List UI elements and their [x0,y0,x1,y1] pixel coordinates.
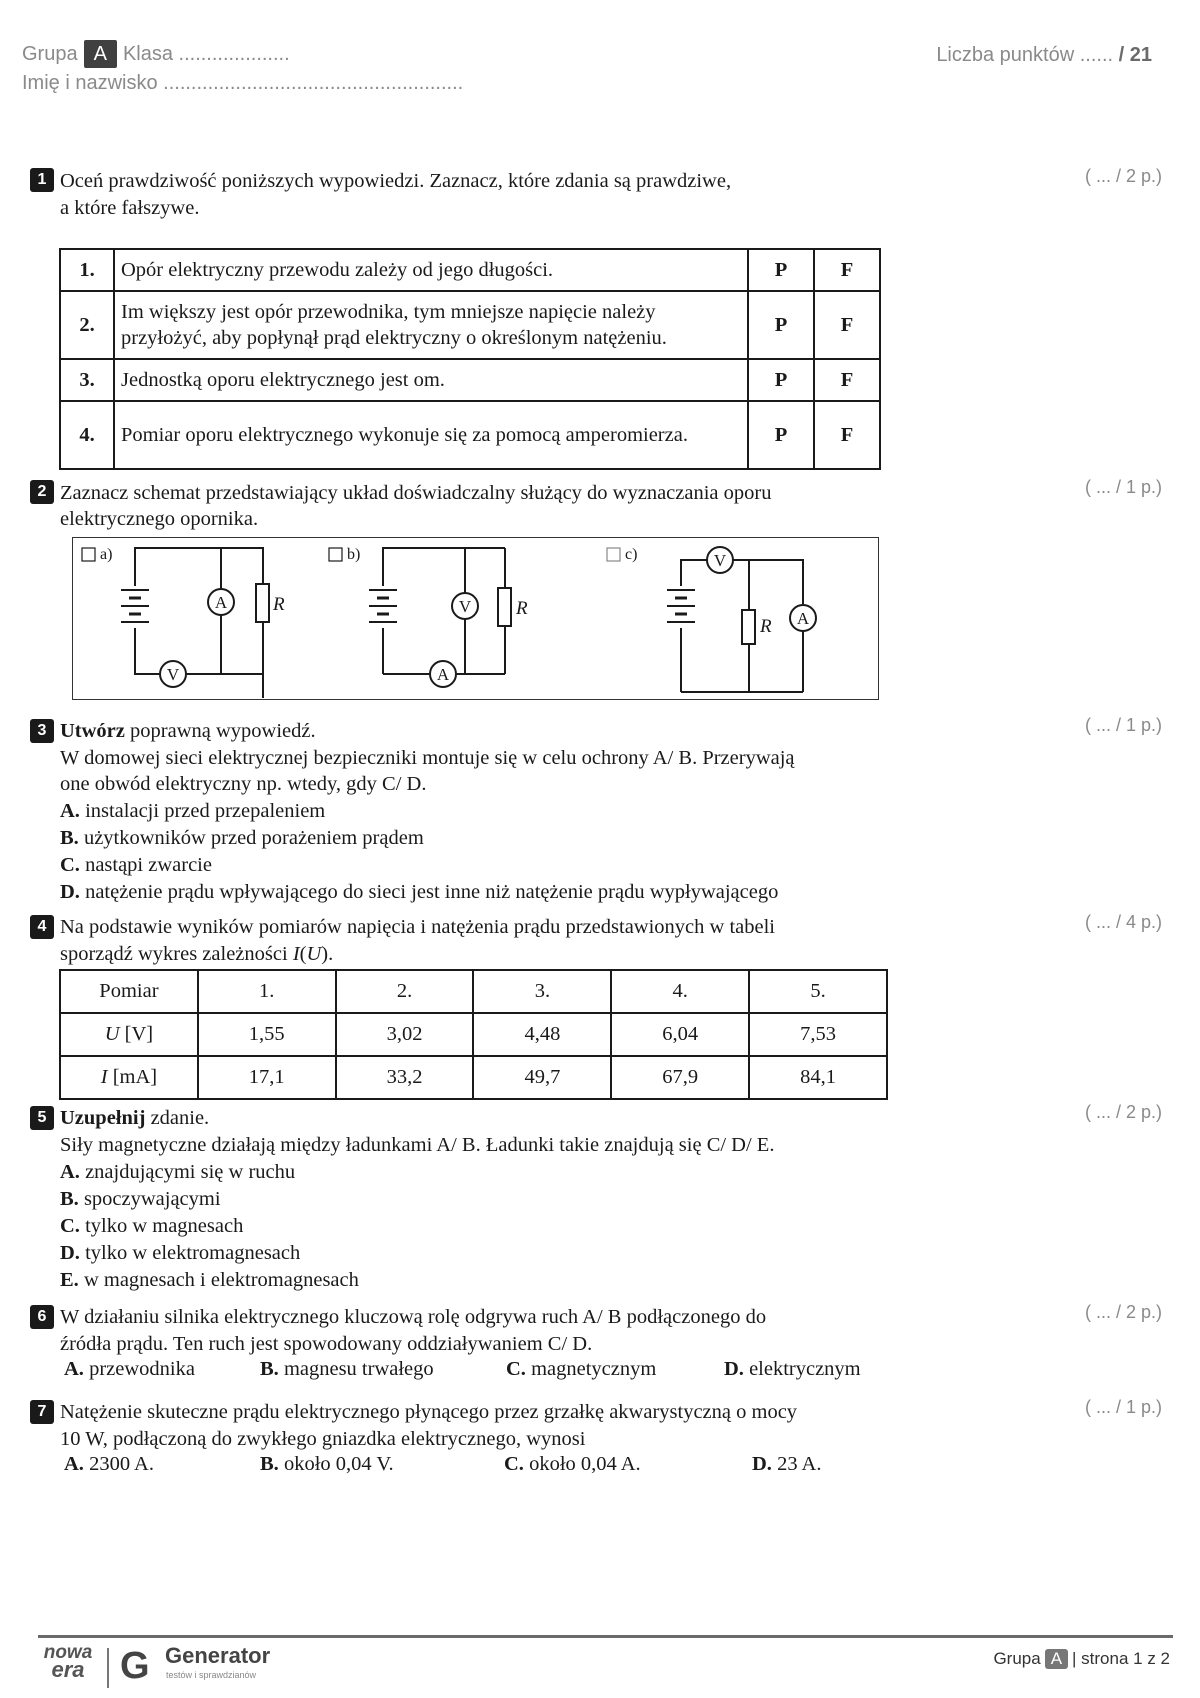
question-7-text-line2: 10 W, podłączoną do zwykłego gniazdka elektrycznego, wynosi [60,1428,586,1450]
option-text: tylko w magnesach [79,1215,244,1237]
option-text: nastąpi zwarcie [79,854,212,876]
circuit-a-resistor [256,584,269,622]
option-text: magnesu trwałego [278,1358,434,1380]
question-5-lead [60,1105,209,1132]
question-4-points: ( ... / 4 p.) [1084,912,1162,932]
option-letter: B. [60,827,79,849]
points-summary [936,44,1152,67]
group-label: Grupa [22,43,78,65]
table-cell: 33,2 [336,1056,474,1099]
generator-g-icon: G [120,1645,150,1687]
table-row [60,401,880,469]
true-option[interactable]: P [748,401,814,469]
row-number: 1. [60,249,114,291]
option-letter: B. [260,1358,279,1380]
voltage-label [60,1013,198,1056]
question-5-lead-rest: zdanie. [145,1107,210,1129]
question-3-lead-rest: poprawną wypowiedź. [124,720,316,742]
circuit-b-ammeter-label: A [436,665,450,684]
question-3-points: ( ... / 1 p.) [1084,715,1162,735]
header-cell: 1. [198,970,336,1013]
row-number: 2. [60,291,114,359]
text-part: ). [321,943,334,965]
table-cell: 1,55 [198,1013,336,1056]
question-6-option-c[interactable] [506,1358,656,1381]
option-letter: D. [724,1358,744,1380]
question-7-option-a[interactable] [64,1453,154,1476]
header-cell: 4. [611,970,749,1013]
circuit-a-checkbox[interactable] [82,548,95,561]
points-total: / 21 [1118,44,1152,66]
question-4-text-line1: Na podstawie wyników pomiarów napięcia i natężenia prądu przedstawionych w tabeli [60,916,775,938]
question-7-option-c[interactable] [504,1453,641,1476]
text-part: sporządź wykres zależności [60,943,293,965]
question-3-option-a[interactable] [60,798,325,825]
circuit-c-ammeter-label: A [796,609,810,628]
question-2-points: ( ... / 1 p.) [1084,477,1162,497]
true-option[interactable]: P [748,291,814,359]
question-6-option-d[interactable] [724,1358,861,1381]
question-6-points: ( ... / 2 p.) [1084,1302,1162,1322]
footer-page-info [993,1649,1170,1669]
circuit-a-voltmeter-label: V [166,665,180,684]
circuit-b-label: b) [347,546,361,563]
question-7-points: ( ... / 1 p.) [1084,1397,1162,1417]
question-6-text-line2: źródła prądu. Ten ruch jest spowodowany oddziaływaniem C/ D. [60,1333,593,1355]
symbol-i: I [100,1066,108,1088]
circuit-b-resistor [498,588,511,626]
table-cell: 49,7 [473,1056,611,1099]
option-text: 23 A. [771,1453,822,1475]
question-1-number: 1 [30,168,54,192]
table-cell: 4,48 [473,1013,611,1056]
question-5-option-b[interactable] [60,1186,221,1213]
question-5-option-d[interactable] [60,1240,300,1267]
option-letter: E. [60,1269,79,1291]
question-1-text-line2: a które fałszywe. [60,197,200,219]
table-cell: 3,02 [336,1013,474,1056]
table-cell: 67,9 [611,1056,749,1099]
option-letter: A. [60,800,80,822]
circuit-a-resistor-label: R [273,594,285,615]
option-text: elektrycznym [743,1358,861,1380]
table-row [60,249,880,291]
circuit-b [329,548,511,687]
question-1-points: ( ... / 2 p.) [1084,166,1162,186]
question-1-table [59,248,881,470]
circuit-b-voltmeter-label: V [458,597,472,616]
option-letter: C. [60,1215,80,1237]
question-7-option-b[interactable] [260,1453,394,1476]
false-option[interactable]: F [814,401,880,469]
option-letter: C. [506,1358,526,1380]
circuit-c-label: c) [625,546,638,563]
question-3-text-line1: W domowej sieci elektrycznej bezpieczniki montuje się w celu ochrony A/ B. Przerywają [60,747,795,769]
table-cell: 17,1 [198,1056,336,1099]
question-5-option-a[interactable] [60,1159,295,1186]
header-cell: 3. [473,970,611,1013]
true-option[interactable]: P [748,249,814,291]
question-4-text-line2 [60,941,333,968]
text-part: ( [299,943,307,965]
class-field[interactable]: Klasa .................... [122,43,290,65]
circuit-diagrams [72,537,879,700]
circuit-c-resistor [742,610,755,644]
question-2-text-line2: elektrycznego opornika. [60,508,259,530]
header-cell: Pomiar [60,970,198,1013]
option-letter: A. [64,1453,84,1475]
question-5-option-e[interactable] [60,1267,359,1294]
option-text: spoczywającymi [78,1188,221,1210]
question-5-option-c[interactable] [60,1213,243,1240]
option-letter: B. [260,1453,279,1475]
question-4-number: 4 [30,915,54,939]
statement-text: Jednostką oporu elektrycznego jest om. [114,359,748,401]
footer-group-badge: A [1045,1649,1068,1669]
unit: [mA] [107,1066,158,1088]
option-text: około 0,04 V. [278,1453,394,1475]
symbol-u: U [306,943,322,965]
option-letter: D. [752,1453,772,1475]
table-cell: 7,53 [749,1013,887,1056]
option-letter: C. [504,1453,524,1475]
option-text: 2300 A. [83,1453,154,1475]
false-option[interactable]: F [814,249,880,291]
row-number: 4. [60,401,114,469]
logo-line1: nowa [43,1642,93,1663]
table-cell: 6,04 [611,1013,749,1056]
table-cell: 84,1 [749,1056,887,1099]
header-cell: 5. [749,970,887,1013]
circuit-a-ammeter-label: A [214,593,228,612]
true-option[interactable]: P [748,359,814,401]
table-header-row [60,970,887,1013]
statement-text: Opór elektryczny przewodu zależy od jego długości. [114,249,748,291]
circuit-a-label: a) [100,546,113,563]
header-cell: 2. [336,970,474,1013]
symbol-i: I [292,943,300,965]
false-option[interactable]: F [814,359,880,401]
option-letter: D. [60,881,80,903]
question-7-number: 7 [30,1400,54,1424]
question-5-lead-bold: Uzupełnij [60,1107,146,1129]
option-text: natężenie prądu wpływającego do sieci jest inne niż natężenie prądu wypływającego [79,881,779,903]
logo-line2: era [51,1657,85,1682]
symbol-u: U [104,1023,120,1045]
option-text: tylko w elektromagnesach [79,1242,301,1264]
question-2-number: 2 [30,480,54,504]
circuit-c-checkbox[interactable] [607,548,620,561]
circuit-b-checkbox[interactable] [329,548,342,561]
question-3-option-c[interactable] [60,852,212,879]
option-text: znajdującymi się w ruchu [79,1161,296,1183]
option-text: instalacji przed przepaleniem [79,800,326,822]
question-5-points: ( ... / 2 p.) [1084,1102,1162,1122]
circuit-b-resistor-label: R [516,598,528,619]
question-2-text-line1: Zaznacz schemat przedstawiający układ doświadczalny służący do wyznaczania oporu [60,482,772,504]
question-4-table [59,969,888,1100]
table-row-voltage [60,1013,887,1056]
option-letter: A. [60,1161,80,1183]
option-letter: A. [64,1358,84,1380]
question-3-option-b[interactable] [60,825,424,852]
option-text: w magnesach i elektromagnesach [78,1269,359,1291]
group-badge: A [84,40,117,68]
question-5-number: 5 [30,1106,54,1130]
question-5-text-line1: Siły magnetyczne działają między ładunkami A/ B. Ładunki takie znajdują się C/ D/ E. [60,1134,775,1156]
circuit-diagrams-svg [73,538,878,699]
generator-tagline: testów i sprawdzianów [166,1670,257,1680]
footer-divider [38,1635,1173,1638]
question-6-number: 6 [30,1305,54,1329]
current-label [60,1056,198,1099]
false-option[interactable]: F [814,291,880,359]
statement-text: Im większy jest opór przewodnika, tym mniejsze napięcie należy przyłożyć, aby popłynął prąd elektryczny o określonym natężeniu. [114,291,748,359]
option-letter: B. [60,1188,79,1210]
question-3-lead-bold: Utwórz [60,720,125,742]
circuit-c-resistor-label: R [760,616,772,637]
option-text: przewodnika [83,1358,195,1380]
nowa-era-logo [40,1643,96,1680]
option-letter: C. [60,854,80,876]
statement-text: Pomiar oporu elektrycznego wykonuje się za pomocą amperomierza. [114,401,748,469]
question-7-option-d[interactable] [752,1453,822,1476]
option-text: magnetycznym [525,1358,657,1380]
row-number: 3. [60,359,114,401]
name-field[interactable]: Imię i nazwisko ...................................................... [22,72,464,94]
question-6-option-a[interactable] [64,1358,195,1381]
footer-group-label: Grupa [993,1649,1041,1668]
footer-page-label: | strona 1 z 2 [1072,1649,1170,1668]
generator-name: Generator [165,1643,271,1668]
option-text: około 0,04 A. [523,1453,641,1475]
table-row-current [60,1056,887,1099]
question-3-number: 3 [30,719,54,743]
option-text: użytkowników przed porażeniem prądem [78,827,424,849]
question-6-text-line1: W działaniu silnika elektrycznego kluczową rolę odgrywa ruch A/ B podłączonego do [60,1306,767,1328]
question-3-option-d[interactable] [60,879,778,906]
question-3-lead [60,718,316,745]
question-1-text-line1: Oceń prawdziwość poniższych wypowiedzi. Zaznacz, które zdania są prawdziwe, [60,170,732,192]
table-row [60,291,880,359]
question-6-option-b[interactable] [260,1358,434,1381]
option-letter: D. [60,1242,80,1264]
table-row [60,359,880,401]
question-3-text-line2: one obwód elektryczny np. wtedy, gdy C/ D. [60,773,427,795]
unit: [V] [119,1023,154,1045]
points-label: Liczba punktów ...... [936,44,1114,66]
header-group-row [22,40,290,68]
circuit-c-voltmeter-label: V [713,551,727,570]
circuit-c [607,547,816,692]
question-7-text-line1: Natężenie skuteczne prądu elektrycznego płynącego przez grzałkę akwarystyczną o mocy [60,1401,798,1423]
logo-separator [107,1648,109,1688]
